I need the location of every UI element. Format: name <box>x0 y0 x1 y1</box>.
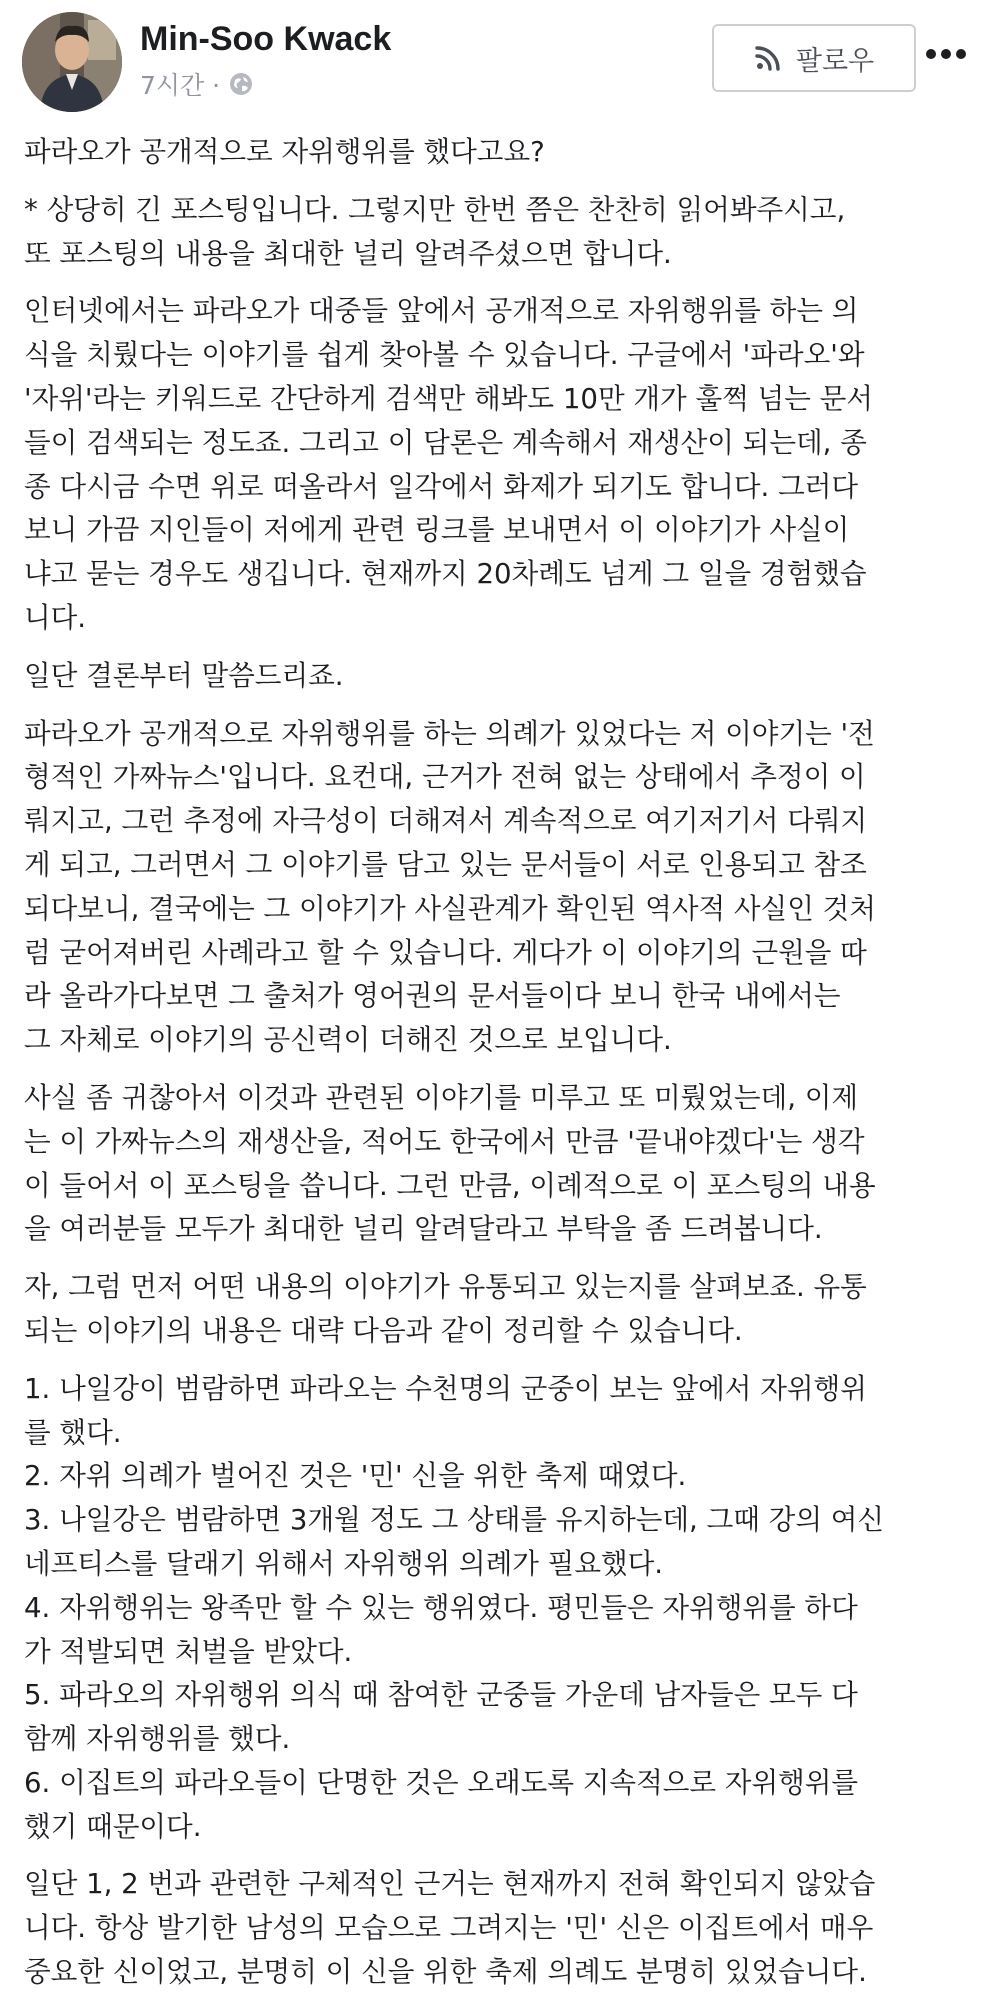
more-dots-icon[interactable] <box>920 34 972 74</box>
list-item: 6. 이집트의 파라오들이 단명한 것은 오래도록 지속적으로 자위행위를 했기 때문이다. <box>24 1765 859 1843</box>
post-paragraph: * 상당히 긴 포스팅입니다. 그렇지만 한번 쯤은 찬찬히 읽어봐주시고, 또 포스팅의 내용을 최대한 널리 알려주셨으면 합니다. <box>24 192 846 270</box>
follow-button[interactable] <box>712 24 916 92</box>
list-item: 3. 나일강은 범람하면 3개월 정도 그 상태를 유지하는데, 그때 강의 여신 네프티스를 달래기 위해서 자위행위 의례가 필요했다. <box>24 1503 885 1580</box>
post-paragraph: 파라오가 공개적으로 자위행위를 하는 의례가 있었다는 저 이야기는 '전 형적인 가짜뉴스'입니다. 요컨대, 근거가 전혀 없는 상태에서 추정이 이 뤄지고, 그런 추정에 자극성이 더해져서 계속적으로 여기저기서 다뤄지 게 되고, 그러면서 그 이야기를 담고 있는 문서들이 서로 인용되고 참조 되다보니, 결국에는 그 이야기가 사실관계가 확인된 역사적 사실인 것처 럼 굳어져버린 사례라고 할 수 있습니다. 게다가 이 이야기의 근원을 따 라 올라가다보면 그 출처가 영어권의 문서들이다 보니 한국 내에서는 그 자체로 이야기의 공신력이 더해진 것으로 보입니다. <box>24 716 876 1057</box>
rss-icon <box>754 44 782 72</box>
list-item: 1. 나일강이 범람하면 파라오는 수천명의 군중이 보는 앞에서 자위행위 를 했다. <box>24 1371 867 1449</box>
follow-label: 팔로우 <box>795 45 875 77</box>
post-title-paragraph: 파라오가 공개적으로 자위행위를 했다고요? <box>24 135 545 168</box>
post-meta <box>140 66 254 102</box>
list-item: 4. 자위행위는 왕족만 할 수 있는 행위였다. 평민들은 자위행위를 하다 가 적발되면 처벌을 받았다. <box>24 1590 858 1668</box>
author-name[interactable]: Min-Soo Kwack <box>140 20 392 58</box>
post-paragraph: 일단 1, 2 번과 관련한 구체적인 근거는 현재까지 전혀 확인되지 않았습 니다. 항상 발기한 남성의 모습으로 그려지는 '민' 신은 이집트에서 매우 중요한 신이었고, 분명히 이 신을 위한 축제 의례도 분명히 있었습니다. <box>24 1867 876 1989</box>
post-body <box>24 130 979 2008</box>
rumor-list <box>24 1367 979 1849</box>
post-timestamp[interactable]: 7시간 · <box>140 71 221 100</box>
post-header <box>0 0 1000 112</box>
avatar[interactable] <box>22 12 122 112</box>
list-item: 2. 자위 의례가 벌어진 것은 '민' 신을 위한 축제 때였다. <box>24 1459 687 1493</box>
list-item: 5. 파라오의 자위행위 의식 때 참여한 군중들 가운데 남자들은 모두 다 함께 자위행위를 했다. <box>24 1678 858 1756</box>
post-paragraph: 인터넷에서는 파라오가 대중들 앞에서 공개적으로 자위행위를 하는 의 식을 치뤘다는 이야기를 쉽게 찾아볼 수 있습니다. 구글에서 '파라오'와 '자위'라는 키워드로 간단하게 검색만 해봐도 10만 개가 훌쩍 넘는 문서 들이 검색되는 정도죠. 그리고 이 담론은 계속해서 재생산이 되는데, 종 종 다시금 수면 위로 떠올라서 일각에서 화제가 되기도 합니다. 그러다 보니 가끔 지인들이 저에게 관련 링크를 보내면서 이 이야기가 사실이 냐고 묻는 경우도 생깁니다. 현재까지 20차례도 넘게 그 일을 경험했습 니다. <box>24 294 873 634</box>
post-paragraph: 일단 결론부터 말씀드리죠. <box>24 658 344 692</box>
post-paragraph: 자, 그럼 먼저 어떤 내용의 이야기가 유통되고 있는지를 살펴보죠. 유통 되는 이야기의 내용은 대략 다음과 같이 정리할 수 있습니다. <box>24 1270 867 1347</box>
post-paragraph: 사실 좀 귀찮아서 이것과 관련된 이야기를 미루고 또 미뤘었는데, 이제 는 이 가짜뉴스의 재생산을, 적어도 한국에서 만큼 '끝내야겠다'는 생각 이 들어서 이 포스팅을 씁니다. 그런 만큼, 이례적으로 이 포스팅의 내용 을 여러분들 모두가 최대한 널리 알려달라고 부탁을 좀 드려봅니다. <box>24 1080 876 1246</box>
globe-icon <box>228 71 254 97</box>
